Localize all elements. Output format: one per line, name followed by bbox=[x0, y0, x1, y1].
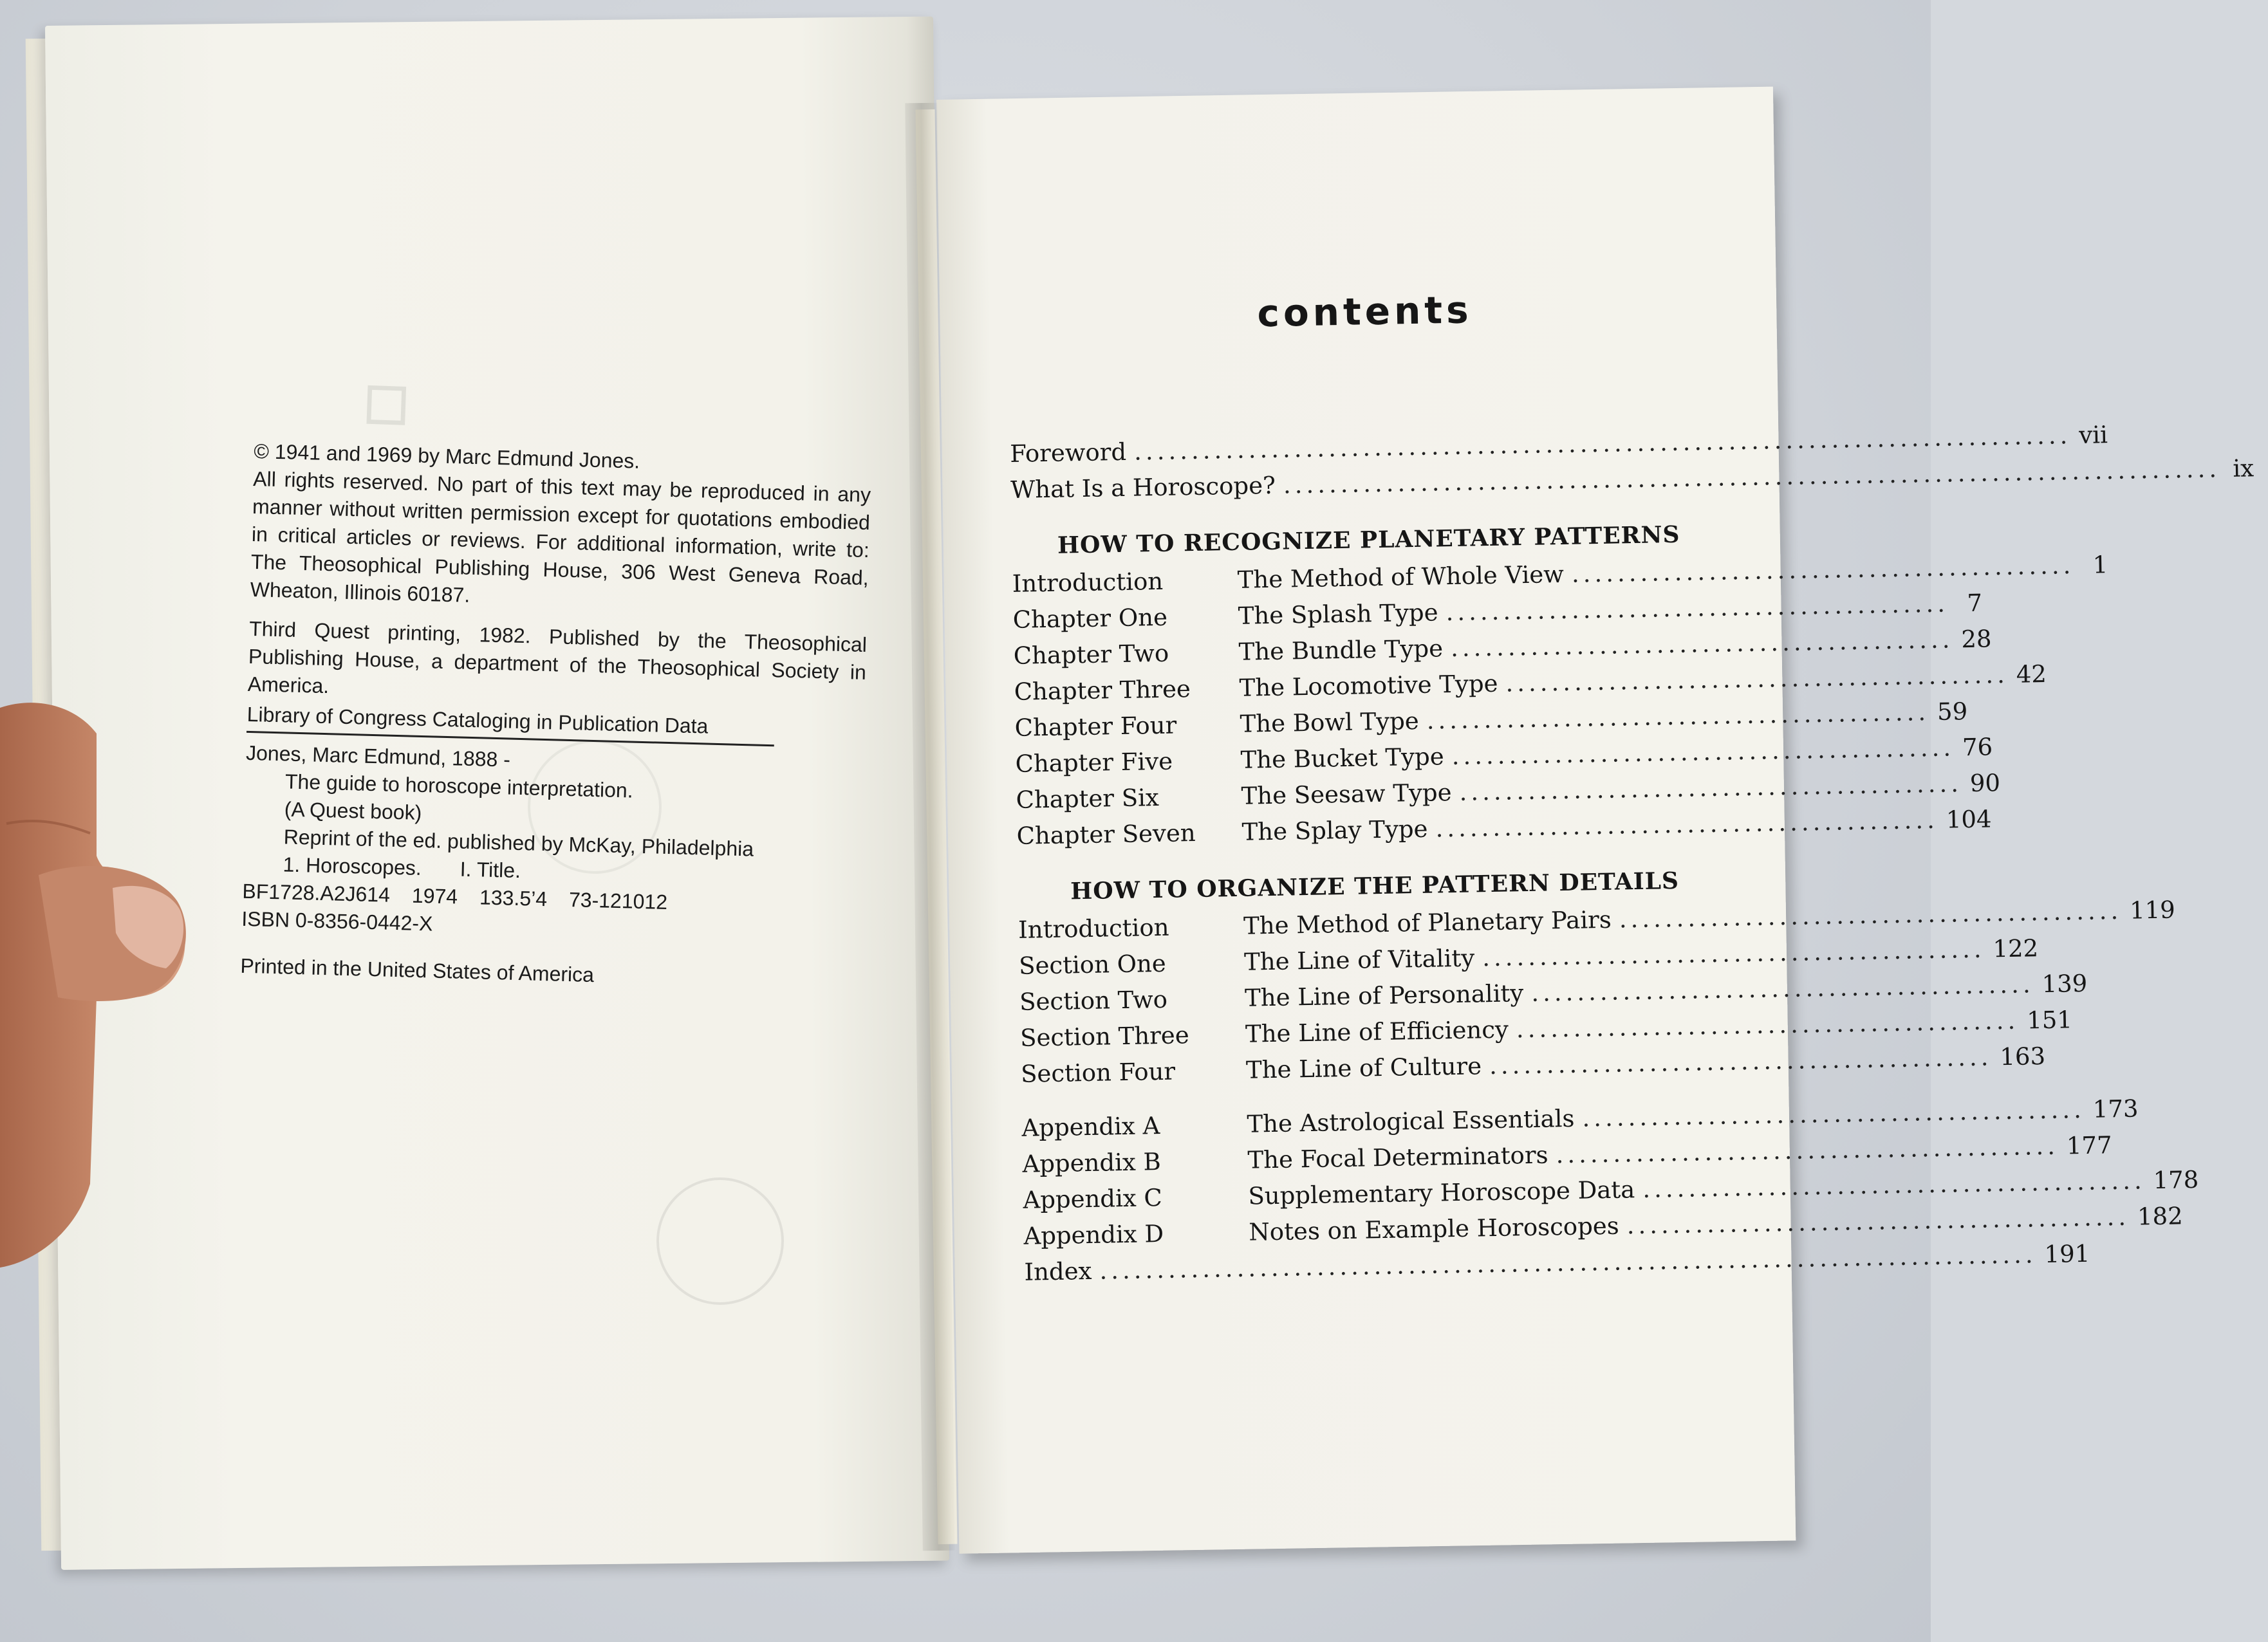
toc-title: The Line of Efficiency bbox=[1245, 1015, 1509, 1048]
toc-page: 182 bbox=[2137, 1202, 2184, 1231]
leader-dots: .................................................................................. bbox=[1099, 1241, 2037, 1285]
leader-dots: ............................................ bbox=[1435, 806, 1939, 843]
show-through-seal bbox=[656, 1177, 784, 1305]
rights-paragraph: All rights reserved. No part of this text may be reproduced in any manner without written permission except for quotations embodied in critical articles or reviews. For additional information, write to: The Theosophical Publishing House, 306 West Geneva Road, Wheaton, Illinois 60187. bbox=[250, 466, 871, 607]
leader-dots: ............................................ bbox=[1426, 698, 1930, 735]
leader-dots: .................................................................................. bbox=[1283, 455, 2221, 499]
leader-dots: ............................................ bbox=[1451, 733, 1955, 771]
toc-page: 177 bbox=[2066, 1131, 2112, 1160]
toc-label: Appendix C bbox=[1023, 1184, 1163, 1214]
toc-title: The Line of Personality bbox=[1244, 979, 1524, 1012]
copyright-line: © 1941 and 1969 by Marc Edmund Jones. bbox=[253, 439, 640, 473]
contents-title: contents bbox=[1256, 288, 1473, 336]
toc-label: Section Four bbox=[1020, 1057, 1176, 1088]
toc-label: Introduction bbox=[1018, 913, 1169, 944]
toc-page: 104 bbox=[1946, 805, 1992, 834]
toc-page: 119 bbox=[2129, 896, 2176, 925]
toc-title: The Astrological Essentials bbox=[1247, 1104, 1575, 1138]
toc-page: 90 bbox=[1969, 769, 2001, 798]
toc-title: What Is a Horoscope? bbox=[1010, 471, 1276, 504]
leader-dots: ............................................ bbox=[1516, 1006, 2020, 1044]
toc-label: Chapter Five bbox=[1015, 747, 1173, 778]
toc-label: Section One bbox=[1018, 949, 1167, 980]
toc-title: Index bbox=[1024, 1257, 1092, 1286]
toc-page: 7 bbox=[1966, 589, 1983, 618]
toc-title: The Focal Determinators bbox=[1247, 1141, 1548, 1174]
toc-title: The Line of Vitality bbox=[1243, 944, 1475, 976]
toc-title: The Splay Type bbox=[1241, 815, 1428, 846]
toc-page: 28 bbox=[1961, 625, 1992, 654]
hand-image bbox=[0, 695, 193, 1274]
toc-title: Notes on Example Horoscopes bbox=[1249, 1212, 1620, 1246]
cip-reprint: Reprint of the ed. published by McKay, Philadelphia bbox=[283, 825, 754, 861]
toc-page: 1 bbox=[2092, 551, 2108, 579]
toc-title: The Bowl Type bbox=[1240, 706, 1420, 738]
toc-page: ix bbox=[2232, 454, 2254, 483]
toc-label: Chapter Seven bbox=[1016, 819, 1196, 850]
toc-title: Foreword bbox=[1009, 438, 1127, 468]
leader-dots: ............................................ bbox=[1626, 1203, 2130, 1240]
printing-paragraph: Third Quest printing, 1982. Published by the Theosophical Publishing House, a department of the Theosophical Society in America. bbox=[247, 616, 868, 698]
toc-label: Section Two bbox=[1019, 985, 1168, 1016]
printed-in: Printed in the United States of America bbox=[240, 954, 595, 987]
leader-dots: ............................................ bbox=[1459, 770, 1963, 806]
toc-page: 151 bbox=[2026, 1006, 2073, 1035]
toc-label: Appendix D bbox=[1023, 1219, 1164, 1250]
show-through-title: ▫ bbox=[358, 352, 414, 445]
toc-label: Chapter Four bbox=[1014, 711, 1177, 742]
leader-dots: ............................................ bbox=[1445, 589, 1949, 627]
toc-page: 42 bbox=[2016, 660, 2047, 688]
leader-dots: ............................................ bbox=[1619, 896, 2123, 934]
leader-dots: ............................................ bbox=[1571, 551, 2075, 588]
toc-page: 139 bbox=[2041, 969, 2088, 999]
toc-title: The Splash Type bbox=[1238, 598, 1438, 630]
toc-label: Chapter Six bbox=[1016, 784, 1160, 814]
leader-dots: ............................................ bbox=[1556, 1132, 2059, 1169]
toc-label: Chapter Two bbox=[1013, 639, 1169, 670]
cip-isbn: ISBN 0-8356-0442-X bbox=[241, 907, 433, 936]
cip-series: (A Quest book) bbox=[284, 797, 422, 825]
toc-title: The Locomotive Type bbox=[1239, 669, 1498, 702]
cip-author: Jones, Marc Edmund, 1888 - bbox=[245, 741, 511, 771]
toc-page: 191 bbox=[2044, 1239, 2090, 1269]
toc-label: Appendix A bbox=[1021, 1112, 1160, 1142]
leader-dots: ............................................ bbox=[1642, 1167, 2146, 1203]
toc-page: 59 bbox=[1937, 697, 1968, 726]
leader-dots: ............................................ bbox=[1482, 935, 1985, 972]
part-one-heading: HOW TO RECOGNIZE PLANETARY PATTERNS bbox=[1057, 521, 1680, 559]
part-two-heading: HOW TO ORGANIZE THE PATTERN DETAILS bbox=[1070, 867, 1680, 905]
leader-dots: ............................................ bbox=[1505, 660, 2009, 697]
front-matter-list bbox=[1009, 421, 2254, 508]
leader-dots: ............................................ bbox=[1582, 1095, 2086, 1132]
part-two-list bbox=[1018, 896, 2176, 1092]
cip-class-1: BF1728.A2J614 bbox=[242, 879, 391, 907]
toc-label: Appendix B bbox=[1022, 1148, 1162, 1178]
toc-title: The Line of Culture bbox=[1245, 1052, 1482, 1084]
toc-label: Section Three bbox=[1019, 1021, 1189, 1052]
toc-title: The Method of Whole View bbox=[1237, 560, 1565, 594]
toc-title: The Seesaw Type bbox=[1241, 779, 1452, 810]
cip-class-3: 133.5’4 bbox=[479, 885, 548, 911]
toc-page: 163 bbox=[2000, 1042, 2046, 1071]
toc-title: The Method of Planetary Pairs bbox=[1243, 905, 1612, 940]
toc-page: 178 bbox=[2153, 1165, 2199, 1195]
leader-dots: ............................................ bbox=[1530, 970, 2034, 1007]
leader-dots: .................................................................................. bbox=[1133, 421, 2072, 466]
contents-page bbox=[1007, 284, 2254, 1291]
toc-title: The Bucket Type bbox=[1240, 743, 1445, 774]
copyright-block bbox=[240, 438, 872, 996]
appendix-list bbox=[1021, 1094, 2199, 1290]
leader-dots: ............................................ bbox=[1450, 625, 1954, 663]
toc-page: 122 bbox=[1993, 934, 2039, 963]
cip-class-4: 73-121012 bbox=[568, 888, 668, 914]
cip-class-2: 1974 bbox=[411, 883, 458, 909]
toc-title: The Bundle Type bbox=[1238, 634, 1444, 666]
toc-page: vii bbox=[2078, 421, 2108, 449]
part-one-list bbox=[1012, 551, 2108, 854]
toc-label: Chapter One bbox=[1012, 603, 1168, 634]
toc-page: 76 bbox=[1962, 733, 1993, 762]
toc-page: 173 bbox=[2092, 1094, 2139, 1123]
toc-label: Introduction bbox=[1012, 567, 1164, 598]
cip-subject-2: I. Title. bbox=[460, 857, 521, 883]
toc-title: Supplementary Horoscope Data bbox=[1248, 1176, 1635, 1210]
cip-title: The guide to horoscope interpretation. bbox=[284, 770, 634, 802]
cip-subject-1: 1. Horoscopes. bbox=[283, 853, 422, 880]
leader-dots: ............................................ bbox=[1489, 1043, 1993, 1080]
cip-heading: Library of Congress Cataloging in Publication Data bbox=[246, 701, 775, 746]
toc-label: Chapter Three bbox=[1014, 675, 1191, 706]
